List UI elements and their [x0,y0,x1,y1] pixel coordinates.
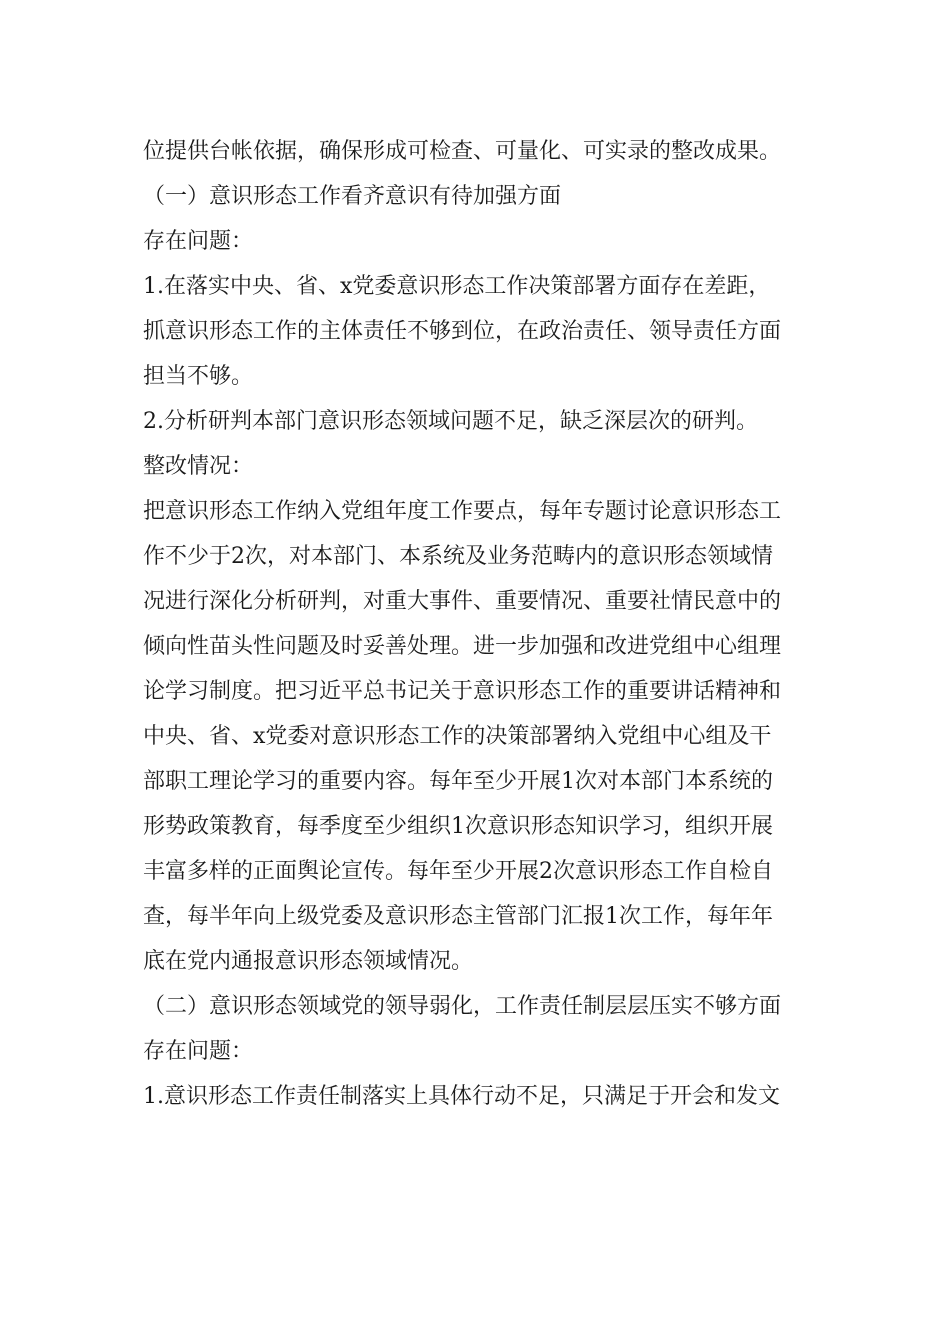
subheading-rectification: 整改情况： [143,454,254,479]
problem-item-2: 2.分析研判本部门意识形态领域问题不足，缺乏深层次的研判。 [143,409,758,434]
rectification-paragraph-line: 形势政策教育，每季度至少组织1次意识形态知识学习，组织开展 [143,814,773,839]
rectification-paragraph-line: 况进行深化分析研判，对重大事件、重要情况、重要社情民意中的 [143,589,782,614]
section-heading-1: （一）意识形态工作看齐意识有待加强方面 [143,184,562,209]
section-heading-2: （二）意识形态领域党的领导弱化，工作责任制层层压实不够方面 [143,994,782,1019]
problem-item-1: 1.在落实中央、省、x党委意识形态工作决策部署方面存在差距， [143,274,771,299]
problem-item-1-cont: 担当不够。 [143,364,254,389]
rectification-paragraph-line: 把意识形态工作纳入党组年度工作要点，每年专题讨论意识形态工 [143,499,782,524]
body-paragraph-line: 位提供台帐依据，确保形成可检查、可量化、可实录的整改成果。 [143,139,782,164]
rectification-paragraph-line: 丰富多样的正面舆论宣传。每年至少开展2次意识形态工作自检自 [143,859,773,884]
problem-item-1-cont: 抓意识形态工作的主体责任不够到位，在政治责任、领导责任方面 [143,319,782,344]
rectification-paragraph-line: 倾向性苗头性问题及时妥善处理。进一步加强和改进党组中心组理 [143,634,782,659]
rectification-paragraph-line: 查，每半年向上级党委及意识形态主管部门汇报1次工作，每年年 [143,904,773,929]
rectification-paragraph-line: 作不少于2次，对本部门、本系统及业务范畴内的意识形态领域情 [143,544,773,569]
subheading-problems: 存在问题： [143,229,254,254]
subheading-problems: 存在问题： [143,1039,254,1064]
rectification-paragraph-line: 论学习制度。把习近平总书记关于意识形态工作的重要讲话精神和 [143,679,782,704]
problem-item-1: 1.意识形态工作责任制落实上具体行动不足，只满足于开会和发文 [143,1084,780,1109]
document-body [143,129,823,1119]
rectification-paragraph-line: 中央、省、x党委对意识形态工作的决策部署纳入党组中心组及干 [143,724,772,749]
rectification-paragraph-line: 部职工理论学习的重要内容。每年至少开展1次对本部门本系统的 [143,769,773,794]
rectification-paragraph-line: 底在党内通报意识形态领域情况。 [143,949,474,974]
